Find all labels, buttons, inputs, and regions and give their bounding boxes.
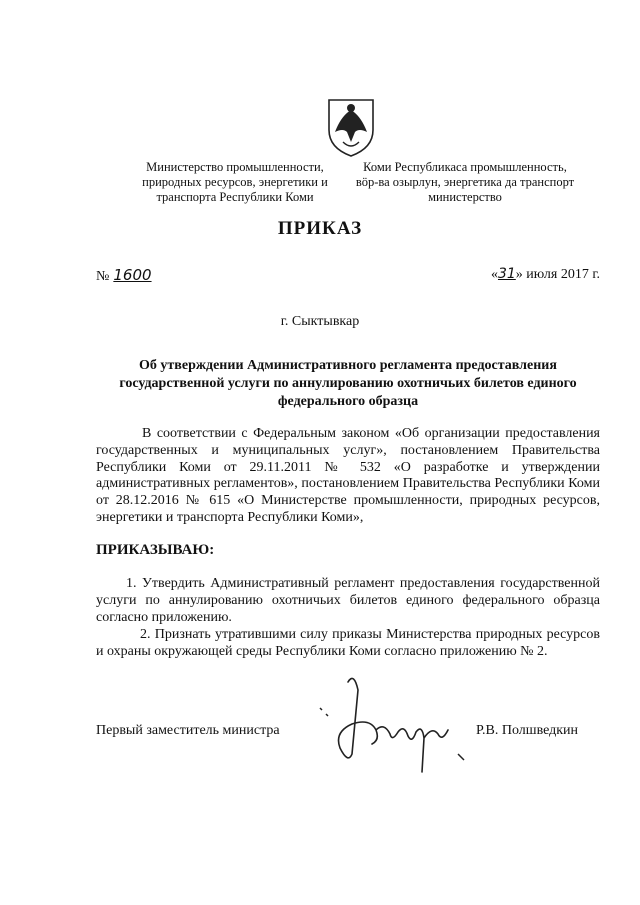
ministry-komi-line-3: министерство [428, 190, 502, 204]
order-item-1: 1. Утвердить Административный регламент предоставления государственной услуги по аннулированию охотничьих билетов единого федерального образца согласно приложению. [96, 576, 600, 625]
ministry-name-komi [330, 160, 600, 205]
date-rest: » июля 2017 г. [515, 267, 600, 282]
ministry-ru-line-3: транспорта Республики Коми [156, 190, 314, 204]
signer-name: Р.В. Полшведкин [476, 723, 579, 738]
ministry-ru-line-1: Министерство промышленности, [146, 160, 324, 174]
preamble-paragraph: В соответствии с Федеральным законом «Об организации предоставления государственных и муниципальных услуг», постановлением Правительства Республики Коми от 29.11.2011 № 532 «О разработке и утверждении административных регламентов», постановлением Правительства Республики Коми от 28.12.2016 № 615 «О Министерстве промышленности, природных ресурсов, энергетики и транспорта Республики Коми», [96, 426, 600, 525]
order-number [96, 266, 152, 285]
number-value-handwritten: 1600 [113, 266, 152, 284]
document-title: ПРИКАЗ [277, 218, 363, 239]
ministry-komi-line-1: Коми Республикаса промышленность, [363, 160, 567, 174]
order-date [491, 266, 600, 283]
coat-of-arms-emblem [319, 96, 383, 158]
handwritten-signature [318, 668, 468, 780]
order-word: ПРИКАЗЫВАЮ: [96, 542, 215, 558]
order-subject: Об утверждении Административного регламента предоставления государственной услуги по аннулированию охотничьих билетов единого федерального образца [119, 358, 577, 409]
date-day-handwritten: 31 [497, 266, 516, 282]
signer-position: Первый заместитель министра [96, 723, 280, 738]
ministry-komi-line-2: вӧр-ва озырлун, энергетика да транспорт [355, 175, 575, 189]
ministry-ru-line-2: природных ресурсов, энергетики и [142, 175, 328, 189]
date-open-quote: « [490, 267, 498, 282]
ministry-name-russian [120, 160, 350, 205]
city: г. Сыктывкар [280, 314, 360, 329]
number-prefix: № [96, 269, 110, 284]
order-item-2: 2. Признать утратившими силу приказы Министерства природных ресурсов и охраны окружающей среды Республики Коми согласно приложению № 2. [96, 627, 600, 659]
